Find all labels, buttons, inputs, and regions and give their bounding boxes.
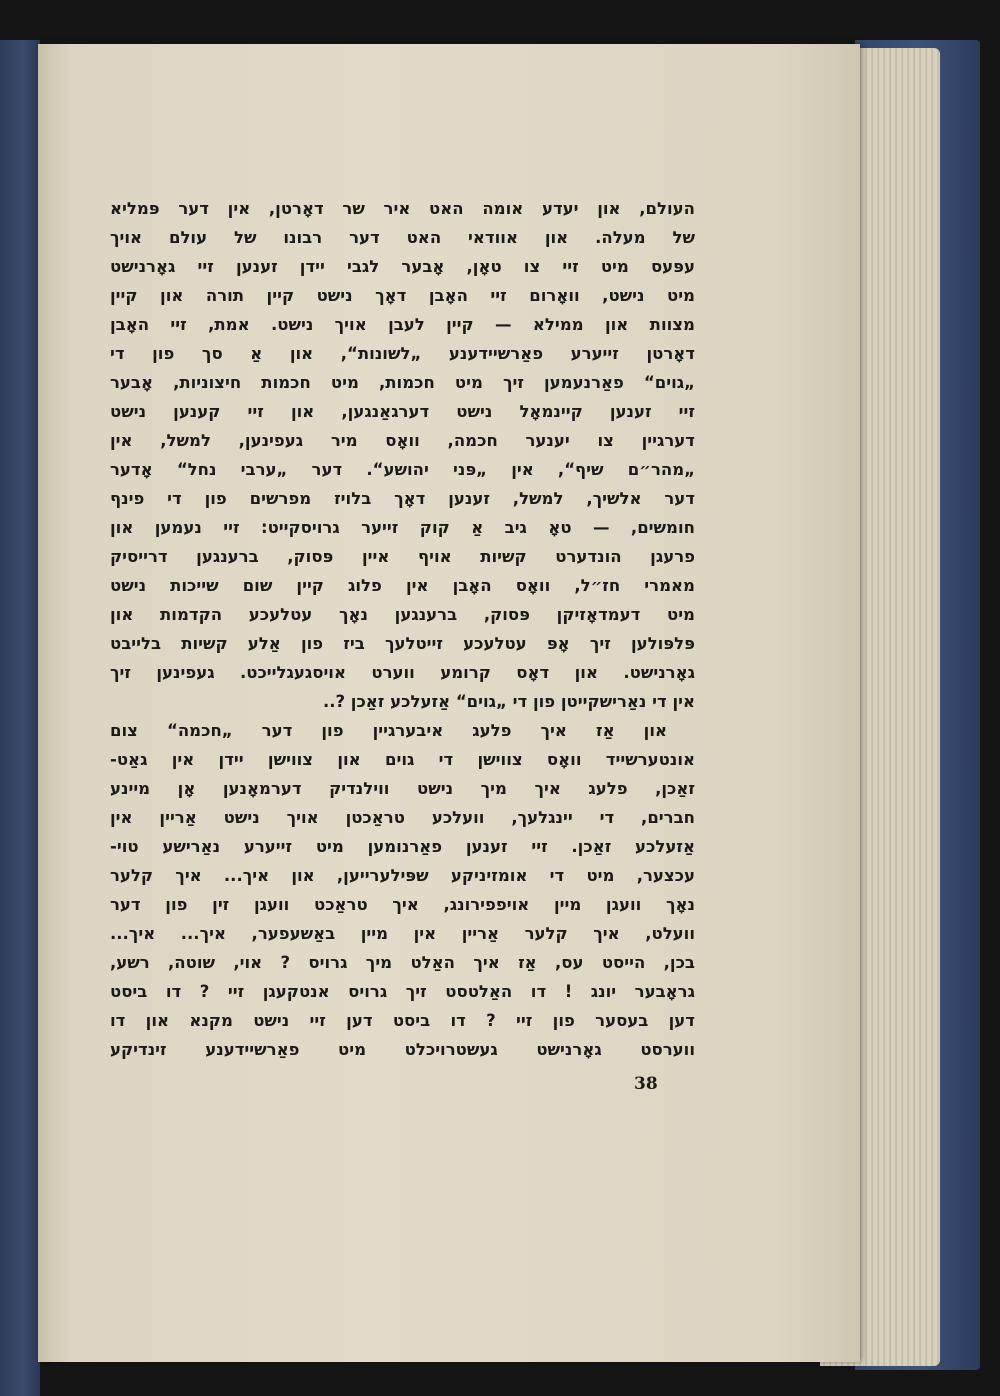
text-line: בכן, הייסט עס, אַז איך האַלט מיך גרויס ? אוי, שוטה, רשע, <box>110 953 695 972</box>
text-line: אַזעלכע זאַכן. זיי זענען פאַרנומען מיט זייערע נאַרישע טוי- <box>110 837 695 856</box>
page-text <box>110 194 695 1064</box>
text-line: ווערסט גאָרנישט געשטרויכלט מיט פאַרשיידענע זינדיקע <box>110 1040 695 1059</box>
text-line: פרעגן הונדערט קשיות אויף איין פּסוק, ברענגען דרייסיק <box>110 547 695 566</box>
text-line: עכצער, מיט די אומזיניקע שפּילערייען, און איך... איך קלער <box>110 866 695 885</box>
text-line: פּלפּולען זיך אָפּ עטלעכע זייטלעך ביז פון אַלע קשיות בלייבט <box>110 634 695 653</box>
text-line: מיט נישט, וואָרום זיי האָבן דאָך נישט קיין תורה און קיין <box>110 286 695 305</box>
text-line: „גוים“ פאַרנעמען זיך מיט חכמות, מיט חכמות חיצוניות, אָבער <box>110 373 695 392</box>
text-line: עפּעס מיט זיי צו טאָן, אָבער לגבי יידן זענען זיי גאָרנישט <box>110 257 695 276</box>
text-line: חומשים, — טאָ גיב אַ קוק זייער גרויסקייט: זיי נעמען און <box>110 518 695 537</box>
text-line: דען בעסער פון זיי ? דו ביסט דען זיי נישט מקנא און דו <box>110 1011 695 1030</box>
text-line: חברים, די יינגלעך, וועלכע טראַכטן אויך נישט אַריין אין <box>110 808 695 827</box>
text-line: זאַכן, פלעג איך מיך נישט ווילנדיק דערמאָנען אָן מיינע <box>110 779 695 798</box>
text-line: מאמרי חז״ל, וואָס האָבן אין פלוג קיין שום שייכות נישט <box>110 576 695 595</box>
text-line: גראָבער יונג ! דו האַלטסט זיך גרויס אנטקעגן זיי ? דו ביסט <box>110 982 695 1001</box>
text-line: העולם, און יעדע אומה האט איר שר דאָרטן, אין דער פּמליא <box>110 199 695 218</box>
text-line: אונטערשייד וואָס צווישן די גוים און צווישן יידן אין גאַט- <box>110 750 695 769</box>
text-line: דאָרטן זייערע פאַרשיידענע „לשונות“, און אַ סך פון די <box>110 344 695 363</box>
text-line: גאָרנישט. און דאָס קרומע ווערט אויסגעגלייכט. געפינען זיך <box>110 663 695 682</box>
text-line: מיט דעמדאָזיקן פּסוק, ברענגען נאָך עטלעכע הקדמות און <box>110 605 695 624</box>
text-line: אין די נאַרישקייטן פון די „גוים“ אַזעלכע זאַכן ?.. <box>322 692 695 711</box>
page-number: 38 <box>634 1074 658 1094</box>
text-line: „מהר״ם שיף“, אין „פּני יהושע“. דער „ערבי נחל“ אָדער <box>110 460 695 479</box>
text-line: דערגיין צו יענער חכמה, וואָס מיר געפינען, למשל, אין <box>110 431 695 450</box>
text-line: של מעלה. און אוודאי האט דער רבונו של עולם אויך <box>110 228 695 247</box>
book-cover-left <box>0 40 40 1396</box>
text-line: דער אלשיך, למשל, זענען דאָך בלויז מפרשים פון די פינף <box>110 489 695 508</box>
text-line: נאָך וועגן מיין אויפפירונג, איך טראַכט וועגן זין פון דער <box>110 895 695 914</box>
text-line: וועלט, איך קלער אַריין אין מיין באַשעפער, איך... איך... <box>110 924 695 943</box>
text-line: זיי זענען קיינמאָל נישט דערגאַנגען, און זיי קענען נישט <box>110 402 695 421</box>
text-line: מצוות און ממילא — קיין לעבן אויך נישט. אמת, זיי האָבן <box>110 315 695 334</box>
book-page <box>38 44 860 1362</box>
text-line: און אַז איך פלעג איבערגיין פון דער „חכמה“ צום <box>110 721 667 740</box>
